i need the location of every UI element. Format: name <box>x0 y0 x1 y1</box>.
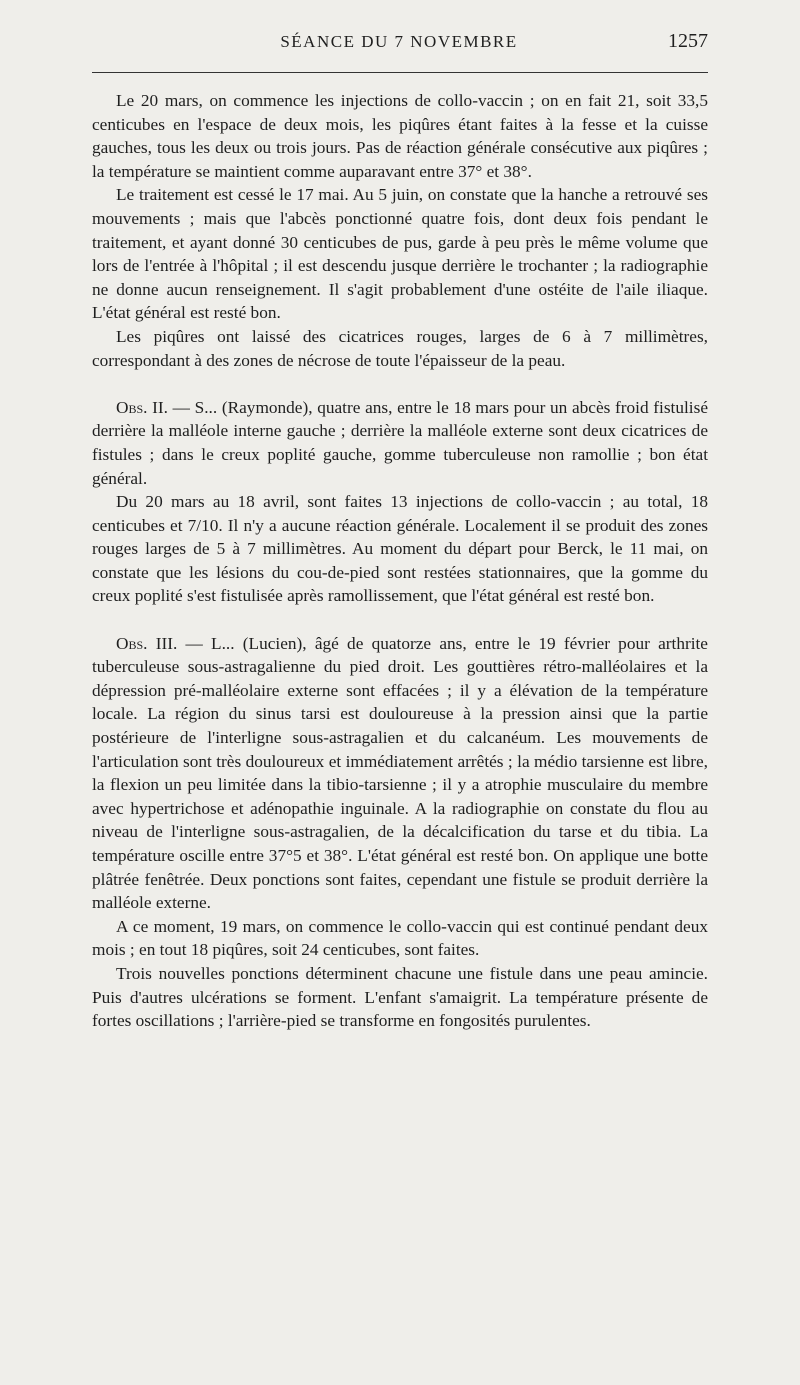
paragraph-2: Le traitement est cessé le 17 mai. Au 5 juin, on constate que la hanche a retrouvé ses mouvements ; mais que l'abcès ponctionné quatre fois, dont deux fois pendant le traitement, et ayant donné 30 centicubes de pus, garde à peu près le même volume que lors de l'entrée à l'hôpital ; il est descendu jusque derrière le trochanter ; la radiographie ne donne aucun renseignement. Il s'agit probablement d'une ostéite de l'aile iliaque. L'état général est resté bon. <box>92 185 708 323</box>
body-text <box>92 89 708 1033</box>
paragraph-7: A ce moment, 19 mars, on commence le collo-vaccin qui est continué pendant deux mois ; en tout 18 piqûres, soit 24 centicubes, sont faites. <box>92 916 708 960</box>
observation-text: — L... (Lucien), âgé de quatorze ans, entre le 19 février pour arthrite tuberculeuse sous-astragalienne du pied droit. Les gouttières rétro-malléolaires et la dépression pré-malléolaire externe sont effacées ; il y a élévation de la température locale. La région du sinus tarsi est douloureuse à la pression ainsi que la partie postérieure de l'interligne sous-astragalien et du calcanéum. Les mouvements de l'articulation sont très douloureux et immédiatement arrêtés ; la médio tarsienne est libre, la flexion un peu limitée dans la tibio-tarsienne ; il y a atrophie musculaire du membre avec hypertrichose et adénopathie inguinale. A la radiographie on constate du flou au niveau de l'interligne sous-astragalien, de la décalcification du tarse et du tibia. La température oscille entre 37°5 et 38°. L'état général est resté bon. On applique une botte plâtrée fenêtrée. Deux ponctions sont faites, cependant une fistule se produit derrière la malléole externe. <box>92 633 708 913</box>
paragraph-3: Les piqûres ont laissé des cicatrices rouges, larges de 6 à 7 millimètres, correspondant à des zones de nécrose de toute l'épaisseur de la peau. <box>92 326 708 370</box>
paragraph-5: Du 20 mars au 18 avril, sont faites 13 injections de collo-vaccin ; au total, 18 centicubes et 7/10. Il n'y a aucune réaction générale. Localement il se produit des zones rouges larges de 5 à 7 millimètres. Au moment du départ pour Berck, le 11 mai, on constate que les lésions du cou-de-pied sont restées stationnaires, que la gomme du creux poplité s'est fistulisée après ramollissement, que l'état général est resté bon. <box>92 492 708 606</box>
paragraph-8: Trois nouvelles ponctions déterminent chacune une fistule dans une peau amincie. Puis d'autres ulcérations se forment. L'enfant s'amaigrit. La température présente de fortes oscillations ; l'arrière-pied se transforme en fongosités purulentes. <box>92 963 708 1031</box>
header-rule <box>92 72 708 73</box>
paragraph-1: Le 20 mars, on commence les injections de collo-vaccin ; on en fait 21, soit 33,5 centicubes en l'espace de deux mois, les piqûres étant faites à la fesse et la cuisse gauches, tous les deux ou trois jours. Pas de réaction générale consécutive aux piqûres ; la température se maintient comme auparavant entre 37° et 38°. <box>92 91 708 181</box>
running-header <box>90 32 708 58</box>
observation-label: Obs. II. <box>116 397 168 417</box>
paragraph-obs-3 <box>92 632 708 915</box>
observation-text: — S... (Raymonde), quatre ans, entre le 18 mars pour un abcès froid fistulisé derrière la malléole interne gauche ; derrière la malléole externe sont deux cicatrices de fistules ; dans le creux poplité gauche, gomme tuberculeuse non ramollie ; bon état général. <box>92 397 708 488</box>
page-number: 1257 <box>668 30 708 52</box>
observation-label: Obs. III. <box>116 633 178 653</box>
header-title: SÉANCE DU 7 NOVEMBRE <box>280 32 518 51</box>
paragraph-obs-2 <box>92 396 708 490</box>
